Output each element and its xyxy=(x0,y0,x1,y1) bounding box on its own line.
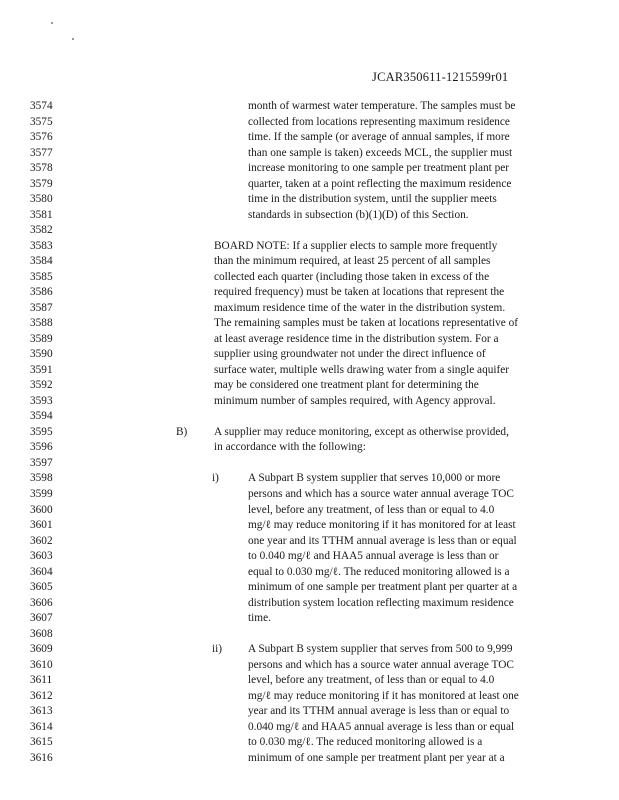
text-line xyxy=(30,517,615,533)
text-line xyxy=(30,486,615,502)
text-line xyxy=(30,626,615,642)
text-line xyxy=(30,750,615,766)
line-text: The remaining samples must be taken at locations representative of xyxy=(214,317,518,330)
line-text: quarter, taken at a point reflecting the maximum residence xyxy=(248,177,512,190)
text-line xyxy=(30,129,615,145)
line-text: than one sample is taken) exceeds MCL, the supplier must xyxy=(248,146,513,159)
line-number: 3606 xyxy=(30,596,53,609)
line-number: 3601 xyxy=(30,519,53,532)
line-number: 3575 xyxy=(30,115,53,128)
line-text: collected each quarter (including those taken in excess of the xyxy=(214,270,490,283)
line-number: 3584 xyxy=(30,255,53,268)
line-number: 3583 xyxy=(30,239,53,252)
text-line xyxy=(30,502,615,518)
text-line xyxy=(30,207,615,223)
text-line xyxy=(30,579,615,595)
line-number: 3612 xyxy=(30,689,53,702)
line-text: equal to 0.030 mg/ℓ. The reduced monitoring allowed is a xyxy=(248,565,510,578)
line-number: 3578 xyxy=(30,162,53,175)
document-header-code: JCAR350611-1215599r01 xyxy=(372,70,509,84)
text-line xyxy=(30,533,615,549)
text-line xyxy=(30,719,615,735)
item-label: i) xyxy=(212,472,219,485)
text-line xyxy=(30,331,615,347)
text-line xyxy=(30,564,615,580)
line-text: at least average residence time in the distribution system. For a xyxy=(214,332,499,345)
line-text: time. xyxy=(248,612,271,625)
line-number: 3582 xyxy=(30,224,53,237)
line-number: 3603 xyxy=(30,550,53,563)
text-line xyxy=(30,362,615,378)
item-label: B) xyxy=(176,425,188,438)
line-text: supplier using groundwater not under the direct influence of xyxy=(214,348,486,361)
text-line xyxy=(30,315,615,331)
text-line xyxy=(30,734,615,750)
scan-speck xyxy=(72,38,74,40)
text-line xyxy=(30,703,615,719)
text-line xyxy=(30,98,615,114)
line-number: 3594 xyxy=(30,410,53,423)
text-line xyxy=(30,455,615,471)
line-text: persons and which has a source water annual average TOC xyxy=(248,488,514,500)
text-line xyxy=(30,300,615,316)
line-text: minimum number of samples required, with Agency approval. xyxy=(214,394,496,407)
text-line xyxy=(30,610,615,626)
text-line xyxy=(30,377,615,393)
line-text: standards in subsection (b)(1)(D) of this Section. xyxy=(248,208,469,221)
line-number: 3581 xyxy=(30,208,53,221)
line-text: in accordance with the following: xyxy=(214,441,366,454)
line-number: 3586 xyxy=(30,286,53,299)
text-line xyxy=(30,238,615,254)
line-text: A Subpart B system supplier that serves 10,000 or more xyxy=(248,472,501,485)
line-text: than the minimum required, at least 25 percent of all samples xyxy=(214,255,491,268)
line-text: A supplier may reduce monitoring, except as otherwise provided, xyxy=(214,425,509,438)
line-number: 3574 xyxy=(30,100,53,112)
line-number: 3605 xyxy=(30,581,53,594)
line-text: time. If the sample (or average of annual samples, if more xyxy=(248,131,510,144)
line-number: 3610 xyxy=(30,658,53,671)
line-number: 3609 xyxy=(30,643,53,656)
line-text: minimum of one sample per treatment plant per year at a xyxy=(248,751,505,764)
text-line xyxy=(30,191,615,207)
item-label: ii) xyxy=(212,643,223,656)
line-number: 3591 xyxy=(30,363,53,376)
line-text: year and its TTHM annual average is less than or equal to xyxy=(248,705,510,718)
line-number: 3611 xyxy=(30,674,53,687)
scan-speck xyxy=(51,22,53,24)
line-text: time in the distribution system, until the supplier meets xyxy=(248,193,497,206)
text-line xyxy=(30,176,615,192)
line-text: one year and its TTHM annual average is less than or equal xyxy=(248,534,517,547)
line-number: 3593 xyxy=(30,394,53,407)
line-number: 3596 xyxy=(30,441,53,454)
line-number: 3616 xyxy=(30,751,53,764)
line-text: required frequency) must be taken at locations that represent the xyxy=(214,286,505,299)
line-text: to 0.030 mg/ℓ. The reduced monitoring allowed is a xyxy=(248,736,483,749)
line-number: 3604 xyxy=(30,565,53,578)
text-line xyxy=(30,145,615,161)
line-number: 3607 xyxy=(30,612,53,625)
line-number: 3615 xyxy=(30,736,53,749)
line-number: 3592 xyxy=(30,379,53,392)
line-text: to 0.040 mg/ℓ and HAA5 annual average is less than or xyxy=(248,550,499,563)
line-text: month of warmest water temperature. The samples must be xyxy=(248,100,516,112)
line-text: collected from locations representing maximum residence xyxy=(248,115,510,128)
line-text: mg/ℓ may reduce monitoring if it has monitored for at least xyxy=(248,519,516,532)
line-number: 3579 xyxy=(30,177,53,190)
line-text: level, before any treatment, of less than or equal to 4.0 xyxy=(248,503,495,516)
line-number: 3614 xyxy=(30,720,53,733)
line-text: 0.040 mg/ℓ and HAA5 annual average is less than or equal xyxy=(248,720,515,733)
text-line xyxy=(30,408,615,424)
text-line xyxy=(30,439,615,455)
text-line xyxy=(30,657,615,673)
line-text: surface water, multiple wells drawing water from a single aquifer xyxy=(214,363,510,376)
text-line xyxy=(30,393,615,409)
text-line xyxy=(30,253,615,269)
line-text: distribution system location reflecting maximum residence xyxy=(248,596,514,609)
text-line xyxy=(30,688,615,704)
line-number: 3597 xyxy=(30,456,53,469)
line-number: 3577 xyxy=(30,146,53,159)
line-numbered-body xyxy=(30,98,615,778)
text-line xyxy=(30,346,615,362)
line-number: 3587 xyxy=(30,301,53,314)
text-line xyxy=(30,269,615,285)
line-number: 3600 xyxy=(30,503,53,516)
line-text: may be considered one treatment plant for determining the xyxy=(214,379,479,392)
line-text: maximum residence time of the water in the distribution system. xyxy=(214,301,506,314)
line-number: 3602 xyxy=(30,534,53,547)
line-number: 3599 xyxy=(30,488,53,500)
text-line xyxy=(30,424,615,440)
line-number: 3580 xyxy=(30,193,53,206)
line-text: mg/ℓ may reduce monitoring if it has monitored at least one xyxy=(248,689,519,702)
line-number: 3588 xyxy=(30,317,53,330)
line-number: 3608 xyxy=(30,627,53,640)
line-text: persons and which has a source water annual average TOC xyxy=(248,658,514,671)
text-line xyxy=(30,641,615,657)
line-number: 3590 xyxy=(30,348,53,361)
text-line xyxy=(30,595,615,611)
line-text: increase monitoring to one sample per treatment plant per xyxy=(248,162,509,175)
text-line xyxy=(30,548,615,564)
line-number: 3613 xyxy=(30,705,53,718)
line-number: 3576 xyxy=(30,131,53,144)
text-line xyxy=(30,470,615,486)
line-number: 3595 xyxy=(30,425,53,438)
text-line xyxy=(30,160,615,176)
line-number: 3598 xyxy=(30,472,53,485)
line-text: minimum of one sample per treatment plant per quarter at a xyxy=(248,581,518,594)
text-line xyxy=(30,222,615,238)
text-line xyxy=(30,114,615,130)
line-number: 3589 xyxy=(30,332,53,345)
line-text: BOARD NOTE: If a supplier elects to sample more frequently xyxy=(214,239,498,252)
line-text: A Subpart B system supplier that serves from 500 to 9,999 xyxy=(248,643,513,656)
text-line xyxy=(30,284,615,300)
line-text: level, before any treatment, of less than or equal to 4.0 xyxy=(248,674,495,687)
line-number: 3585 xyxy=(30,270,53,283)
text-line xyxy=(30,672,615,688)
